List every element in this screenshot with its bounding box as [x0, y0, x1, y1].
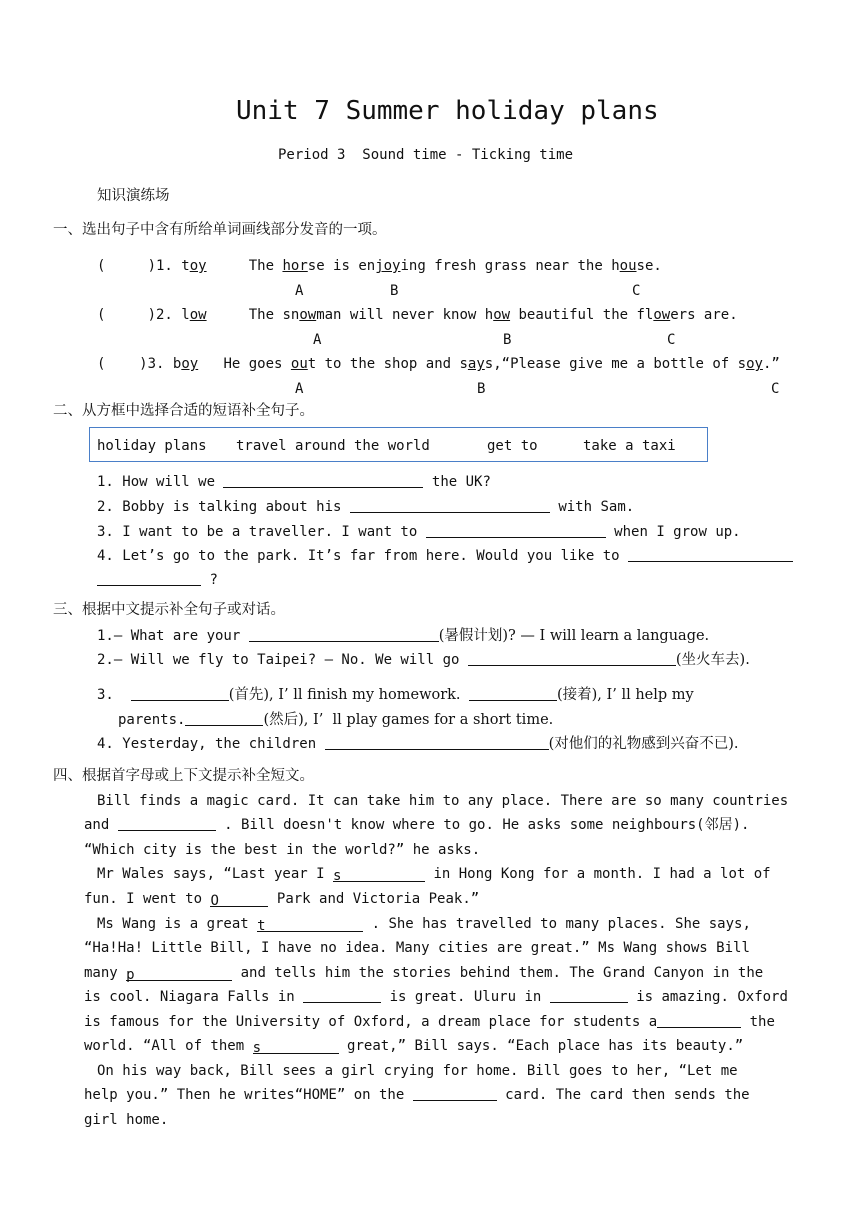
option-label-c: C	[771, 381, 780, 397]
question-3: ( )3. boy He goes out to the shop and says,“Please give me a bottle of soy.”	[97, 356, 780, 372]
answer-blank[interactable]	[657, 1013, 741, 1028]
phrase-option: travel around the world	[236, 438, 430, 454]
answer-blank[interactable]: p	[126, 966, 232, 981]
s3-line-5: 4. Yesterday, the children (对他们的礼物感到兴奋不已).	[97, 736, 739, 752]
answer-blank[interactable]: s	[253, 1039, 339, 1054]
passage-line: “Which city is the best in the world?” he asks.	[84, 842, 481, 858]
section-label: 知识演练场	[97, 188, 170, 204]
passage-line: and . Bill doesn't know where to go. He asks some neighbours(邻居).	[84, 817, 750, 833]
page-title: Unit 7 Summer holiday plans	[236, 96, 659, 126]
s2-line-3: 3. I want to be a traveller. I want to when I grow up.	[97, 524, 741, 540]
passage-line: fun. I went to O Park and Victoria Peak.”	[84, 891, 480, 909]
s2-line-4b: ?	[97, 571, 218, 589]
answer-blank[interactable]	[426, 523, 606, 538]
passage-line: world. “All of them s great,” Bill says. “Each place has its beauty.”	[84, 1038, 744, 1056]
s3-line-3: 3. (首先), I’ ll finish my homework. (接着), I’ ll help my	[97, 687, 694, 703]
answer-blank[interactable]	[469, 686, 557, 701]
passage-line: On his way back, Bill sees a girl crying for home. Bill goes to her, “Let me	[97, 1063, 738, 1079]
section-4-heading: 四、根据首字母或上下文提示补全短文。	[53, 768, 314, 784]
passage-line: is cool. Niagara Falls in is great. Uluru in is amazing. Oxford	[84, 989, 788, 1005]
answer-blank[interactable]	[97, 571, 201, 586]
option-label-b: B	[390, 283, 399, 299]
passage-line: many p and tells him the stories behind them. The Grand Canyon in the	[84, 965, 764, 983]
section-1-heading: 一、选出句子中含有所给单词画线部分发音的一项。	[53, 222, 387, 238]
passage-line: girl home.	[84, 1112, 169, 1128]
answer-blank[interactable]	[628, 547, 793, 562]
s2-line-2: 2. Bobby is talking about his with Sam.	[97, 499, 635, 515]
section-3-heading: 三、根据中文提示补全句子或对话。	[53, 602, 285, 618]
s2-line-4: 4. Let’s go to the park. It’s far from here. Would you like to	[97, 547, 793, 565]
option-label-b: B	[477, 381, 486, 397]
s3-line-2: 2.— Will we fly to Taipei? — No. We will go (坐火车去).	[97, 652, 750, 668]
s3-line-1: 1.— What are your (暑假计划)? — I will learn a language.	[97, 628, 710, 644]
answer-blank[interactable]	[249, 627, 439, 642]
phrase-option: get to	[487, 438, 538, 454]
answer-blank[interactable]	[325, 735, 549, 750]
s2-line-1: 1. How will we the UK?	[97, 474, 491, 490]
passage-line: Bill finds a magic card. It can take him to any place. There are so many countries	[97, 793, 789, 809]
section-2-heading: 二、从方框中选择合适的短语补全句子。	[53, 403, 314, 419]
answer-blank[interactable]	[468, 651, 676, 666]
passage-line: “Ha!Ha! Little Bill, I have no idea. Many cities are great.” Ms Wang shows Bill	[84, 940, 750, 956]
page-subtitle: Period 3 Sound time - Ticking time	[278, 147, 574, 163]
answer-blank[interactable]: O	[210, 892, 268, 907]
answer-blank[interactable]	[303, 988, 381, 1003]
passage-line: Mr Wales says, “Last year I s in Hong Kong for a month. I had a lot of	[97, 866, 771, 884]
answer-blank[interactable]: s	[333, 867, 425, 882]
option-label-a: A	[295, 381, 304, 397]
passage-line: is famous for the University of Oxford, a dream place for students a the	[84, 1014, 775, 1030]
option-label-c: C	[667, 332, 676, 348]
option-label-b: B	[503, 332, 512, 348]
phrase-option: take a taxi	[583, 438, 676, 454]
passage-line: Ms Wang is a great t . She has travelled to many places. She says,	[97, 916, 751, 934]
question-2: ( )2. low The snowman will never know how beautiful the flowers are.	[97, 307, 738, 323]
s3-line-4: parents. (然后), I’ ll play games for a short time.	[118, 712, 554, 728]
answer-blank[interactable]: t	[257, 917, 363, 932]
option-label-a: A	[295, 283, 304, 299]
phrase-option: holiday plans	[97, 438, 207, 454]
answer-blank[interactable]	[550, 988, 628, 1003]
answer-blank[interactable]	[223, 473, 423, 488]
passage-line: help you.” Then he writes“HOME” on the card. The card then sends the	[84, 1087, 750, 1103]
answer-blank[interactable]	[131, 686, 229, 701]
answer-blank[interactable]	[185, 711, 263, 726]
question-1: ( )1. toy The horse is enjoying fresh grass near the house.	[97, 258, 662, 274]
option-label-a: A	[313, 332, 322, 348]
option-label-c: C	[632, 283, 641, 299]
answer-blank[interactable]	[118, 816, 216, 831]
answer-blank[interactable]	[413, 1086, 497, 1101]
answer-blank[interactable]	[350, 498, 550, 513]
